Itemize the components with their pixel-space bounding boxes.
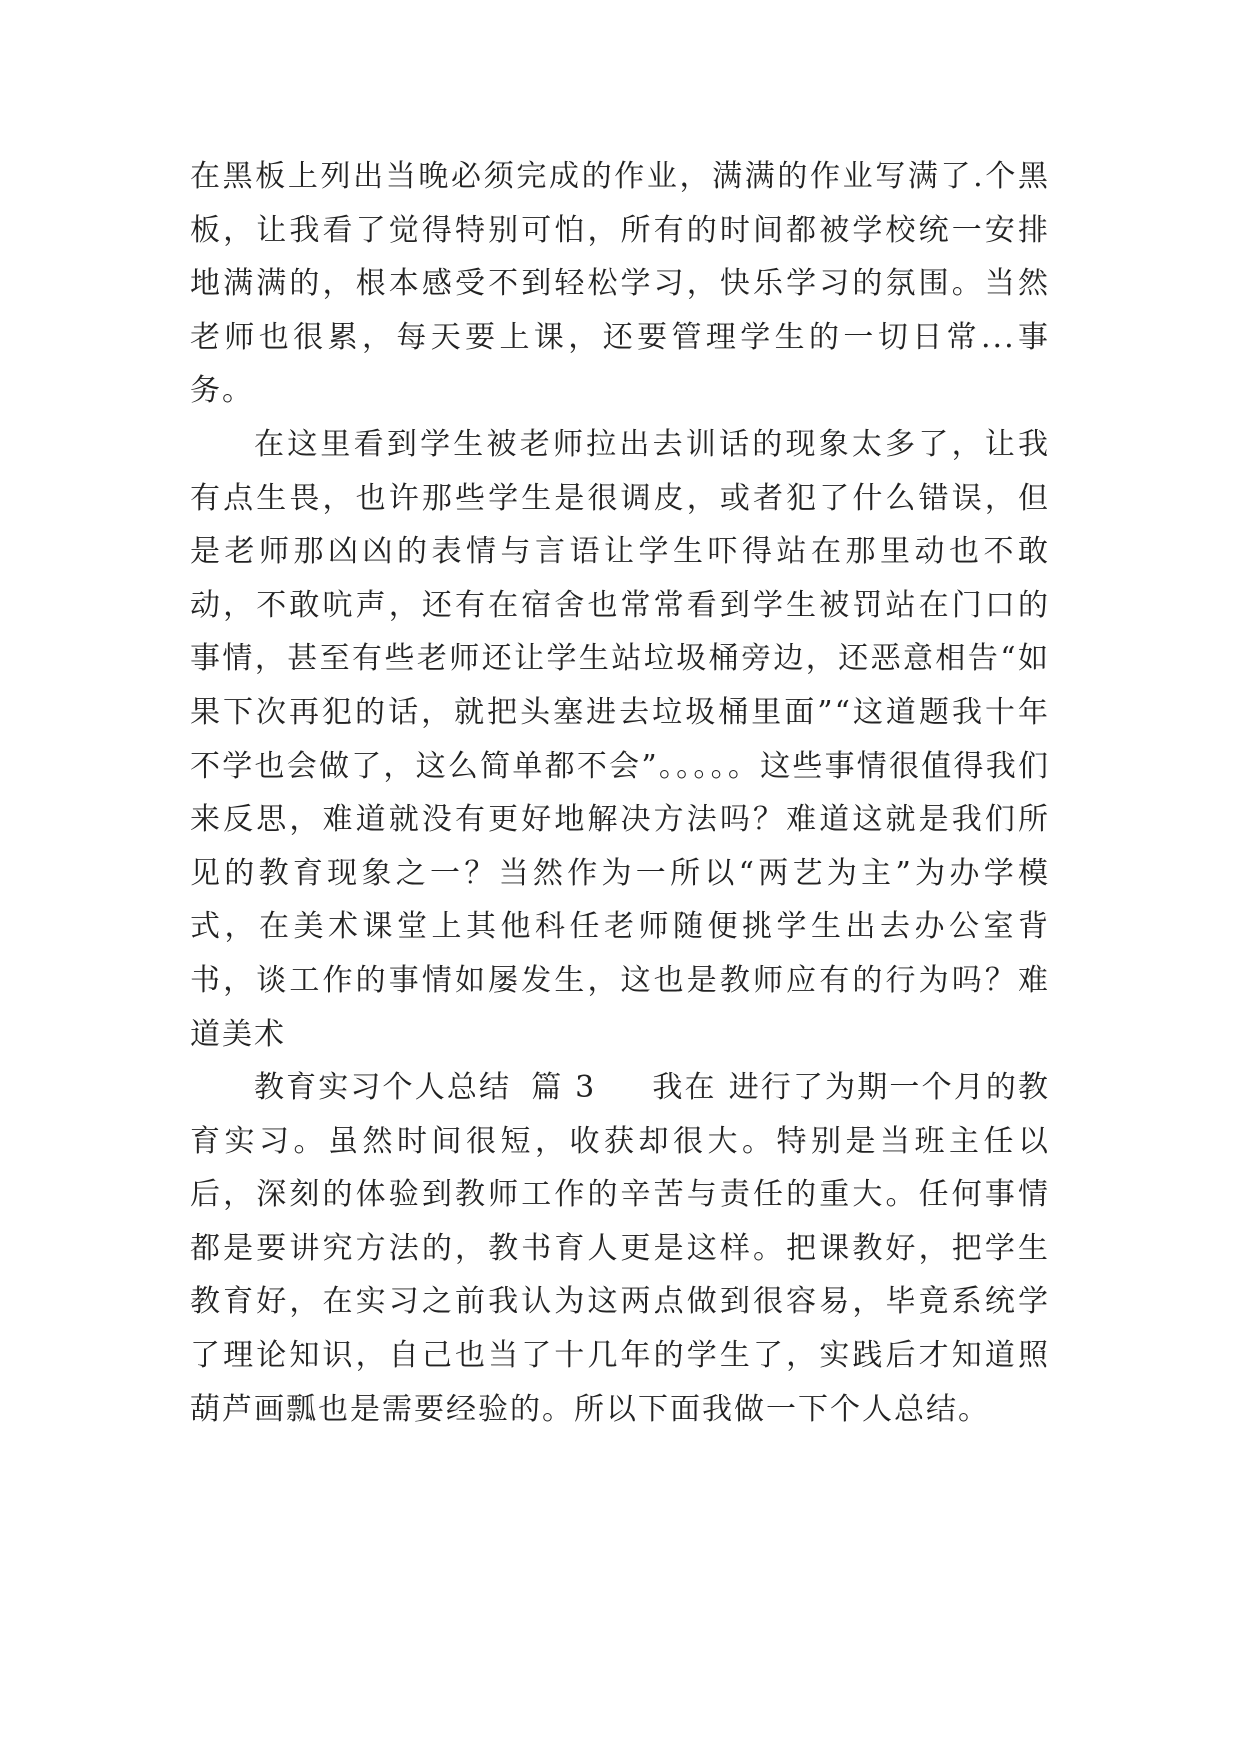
paragraph-3-lead: 我在 xyxy=(652,1070,717,1106)
paragraph-2: 在这里看到学生被老师拉出去训话的现象太多了，让我有点生畏，也许那些学生是很调皮，或者犯了什么错误，但是老师那凶凶的表情与言语让学生吓得站在那里动也不敢动，不敢吭声，还有在宿舍也常常看到学生被罚站在门口的事情，甚至有些老师还让学生站垃圾桶旁边，还恶意相告“如果下次再犯的话，就把头塞进去垃圾桶里面”“这道题我十年不学也会做了，这么简单都不会”。。。。。这些事情很值得我们来反思，难道就没有更好地解决方法吗？难道这就是我们所见的教育现象之一？当然作为一所以“两艺为主”为办学模式，在美术课堂上其他科任老师随便挑学生出去办公室背书，谈工作的事情如屡发生，这也是教师应有的行为吗？难道美术 xyxy=(190,426,1050,1052)
paragraph-1: 在黑板上列出当晚必须完成的作业，满满的作业写满了.个黑板，让我看了觉得特别可怕，所有的时间都被学校统一安排地满满的，根本感受不到轻松学习，快乐学习的氛围。当然老师也很累，每天要上课，还要管理学生的一切日常...事务。 xyxy=(190,159,1050,409)
paragraph-3-body: 进行了为期一个月的教育实习。虽然时间很短，收获却很大。特别是当班主任以后，深刻的体验到教师工作的辛苦与责任的重大。任何事情都是要讲究方法的，教书育人更是这样。把课教好，把学生教育好，在实习之前我认为这两点做到很容易，毕竟系统学了理论知识，自己也当了十几年的学生了，实践后才知道照葫芦画瓢也是需要经验的。所以下面我做一下个人总结。 xyxy=(190,1070,1050,1427)
document-body xyxy=(190,150,1050,1436)
section-heading-title: 教育实习个人总结 xyxy=(254,1070,512,1106)
paragraph-3 xyxy=(190,1061,1050,1436)
section-heading-number: 篇 3 xyxy=(531,1070,597,1106)
